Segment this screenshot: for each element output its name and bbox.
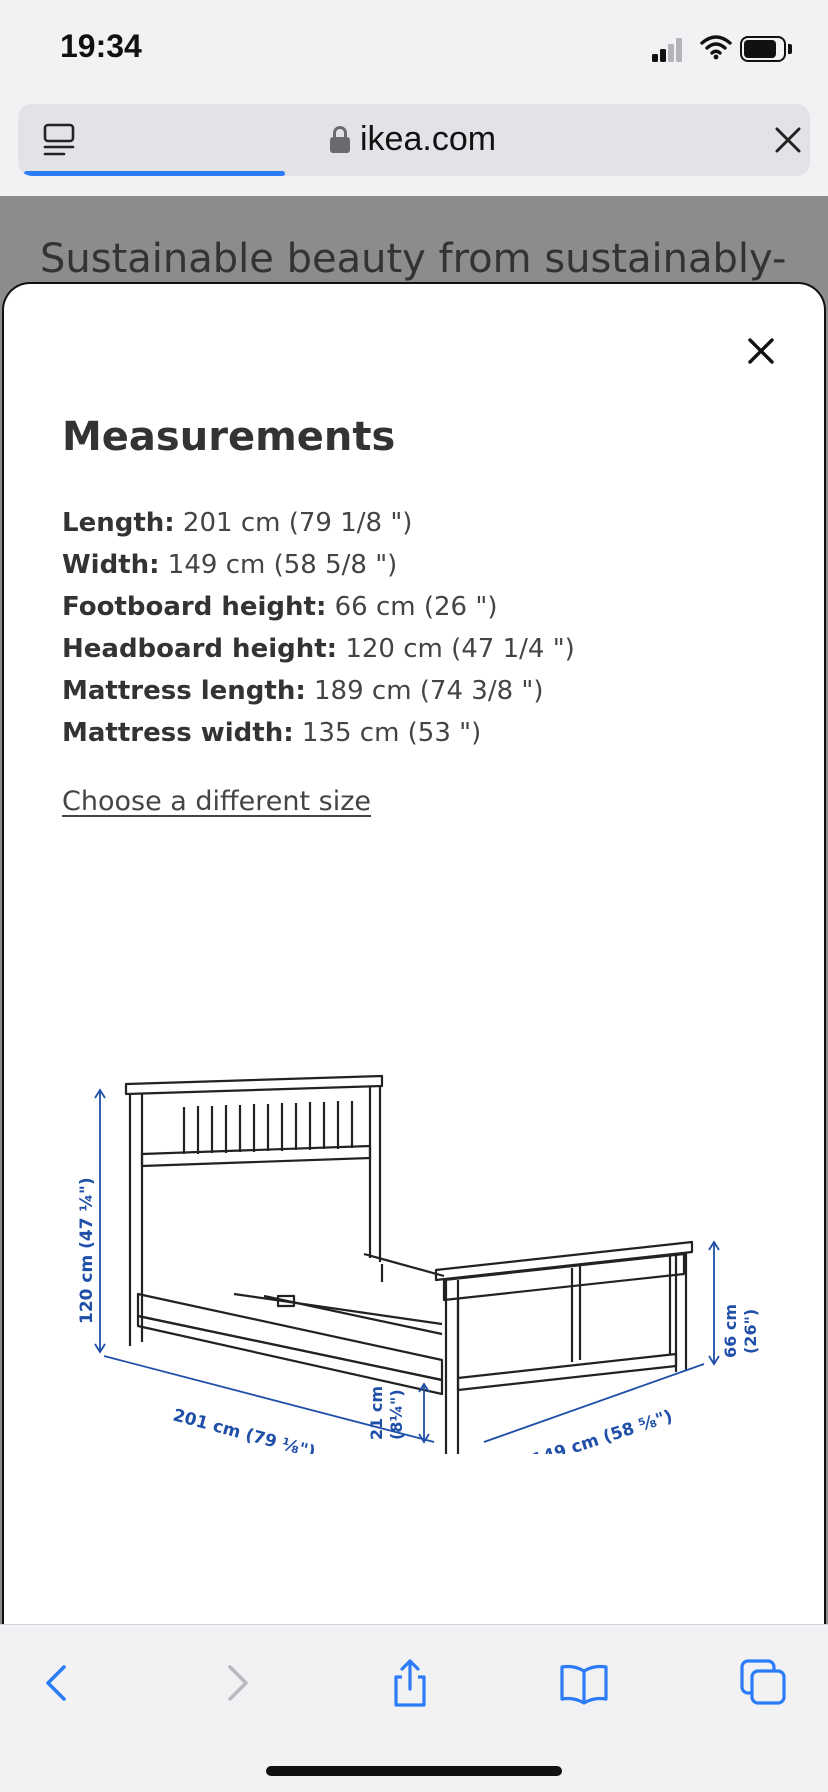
- measurement-value: 201 cm (79 1/8 "): [174, 508, 413, 538]
- stop-loading-icon[interactable]: [772, 124, 804, 156]
- measurement-label: Footboard height:: [62, 592, 327, 622]
- bookmarks-icon[interactable]: [556, 1655, 612, 1711]
- measurement-label: Mattress width:: [62, 718, 294, 748]
- battery-icon: [740, 36, 792, 62]
- choose-size-link[interactable]: Choose a different size: [62, 786, 371, 817]
- length-label: 201 cm (79 ⅛"): [170, 1405, 318, 1454]
- measurement-value: 189 cm (74 3/8 "): [305, 676, 544, 706]
- measurement-label: Width:: [62, 550, 160, 580]
- tabs-icon[interactable]: [736, 1655, 792, 1711]
- share-icon[interactable]: [382, 1655, 438, 1711]
- status-time: 19:34: [60, 28, 142, 64]
- measurement-value: 149 cm (58 5/8 "): [159, 550, 398, 580]
- bed-line-drawing: [64, 1034, 784, 1454]
- measurement-row: [62, 670, 802, 712]
- back-icon[interactable]: [30, 1655, 86, 1711]
- status-bar: [0, 0, 828, 100]
- cellular-signal-icon: [652, 36, 684, 62]
- address-bar[interactable]: [18, 104, 810, 176]
- measurement-row: [62, 628, 802, 670]
- measurement-label: Headboard height:: [62, 634, 338, 664]
- measurement-row: [62, 502, 802, 544]
- measurements-sheet: [2, 282, 826, 1632]
- page-load-progress: [24, 171, 285, 176]
- measurement-label: Length:: [62, 508, 175, 538]
- measurement-value: 120 cm (47 1/4 "): [337, 634, 575, 664]
- footboard-height-cm-label: 66 cm: [721, 1304, 740, 1358]
- url-domain[interactable]: ikea.com: [360, 120, 497, 158]
- headboard-height-label: 120 cm (47 ¼"): [77, 1177, 97, 1324]
- leg-height-cm-label: 21 cm: [367, 1386, 386, 1440]
- close-icon[interactable]: [744, 334, 778, 368]
- measurement-list: [62, 502, 802, 754]
- page-heading: Sustainable beauty from sustainably-: [40, 236, 787, 282]
- measurement-value: 66 cm (26 "): [326, 592, 498, 622]
- leg-height-in-label: (8¼"): [387, 1389, 406, 1440]
- measurement-row: [62, 544, 802, 586]
- measurement-row: [62, 712, 802, 754]
- width-label: 149 cm (58 ⅝"): [529, 1406, 676, 1454]
- wifi-icon: [700, 34, 732, 60]
- lock-icon: [330, 126, 350, 154]
- forward-icon[interactable]: [208, 1655, 264, 1711]
- bed-dimension-diagram: [64, 1034, 784, 1454]
- reader-mode-icon[interactable]: [42, 122, 78, 158]
- footboard-height-in-label: (26"): [741, 1308, 760, 1354]
- measurement-label: Mattress length:: [62, 676, 306, 706]
- measurement-value: 135 cm (53 "): [293, 718, 482, 748]
- sheet-title: Measurements: [62, 414, 396, 460]
- home-indicator[interactable]: [266, 1766, 562, 1776]
- measurement-row: [62, 586, 802, 628]
